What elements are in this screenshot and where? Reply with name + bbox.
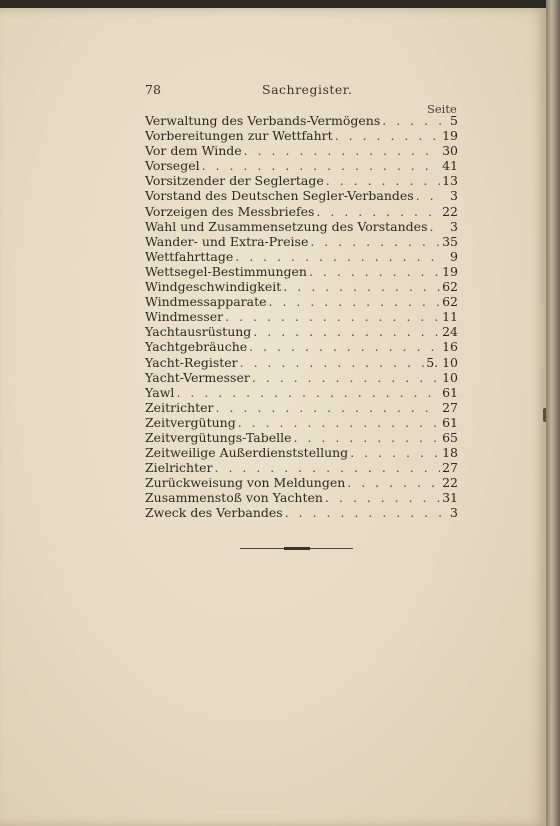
index-entry [145, 158, 458, 173]
index-entry [145, 234, 458, 249]
dot-leader [216, 400, 441, 415]
index-page-ref: 5 [450, 113, 458, 128]
dot-leader [238, 415, 440, 430]
index-page-ref: 10 [442, 369, 458, 385]
index-page-ref: 16 [442, 339, 458, 355]
index-term: Vorstand des Deutschen Segler-Verbandes [145, 188, 414, 204]
index-entry [145, 279, 458, 294]
index-entry [145, 294, 458, 309]
index-entry [145, 460, 458, 475]
index-term: Vorzeigen des Messbriefes [145, 203, 315, 219]
index-entry [145, 475, 458, 490]
dot-leader [252, 370, 440, 385]
index-entry [145, 173, 458, 188]
index-page-ref: 3 [450, 188, 458, 204]
index-term: Vor dem Winde [145, 143, 242, 159]
dot-leader [244, 143, 440, 158]
index-term: Yachtgebräuche [145, 339, 248, 355]
index-page-ref: 19 [442, 263, 458, 279]
dot-leader [335, 128, 440, 143]
index-term: Yacht-Vermesser [145, 369, 250, 385]
index-entry [145, 143, 458, 158]
index-page-ref: 65 [442, 429, 458, 445]
dot-leader [225, 309, 440, 324]
index-page-ref: 61 [442, 414, 458, 430]
dot-leader [283, 279, 440, 294]
index-entry [145, 445, 458, 460]
dot-leader [430, 219, 443, 234]
index-term: Windmessapparate [145, 294, 267, 310]
dot-leader [382, 113, 442, 128]
dot-leader [235, 249, 442, 264]
dot-leader [215, 460, 441, 475]
index-page-ref: 19 [442, 128, 458, 144]
index-entry [145, 355, 458, 370]
dot-leader [253, 324, 440, 339]
index-term: Zeitweilige Außerdienststellung [145, 445, 349, 461]
index-term: Yachtausrüstung [145, 324, 252, 340]
dot-leader [416, 188, 442, 203]
index-page-ref: 18 [442, 445, 458, 461]
dot-leader [310, 234, 440, 249]
index-entry [145, 309, 458, 324]
dot-leader [249, 339, 440, 354]
index-term: Yacht-Register [145, 354, 238, 370]
index-page-ref: 41 [442, 158, 458, 174]
index-entry [145, 505, 458, 520]
index-page-ref: 22 [442, 203, 458, 219]
index-term: Windmesser [145, 309, 224, 325]
index-entry [145, 430, 458, 445]
index-term: Wettfahrttage [145, 248, 234, 264]
index-page-ref: 24 [442, 324, 458, 340]
index-page-ref: 3 [450, 218, 458, 234]
index-page-ref: 11 [442, 309, 458, 325]
index-term: Vorsitzender der Seglertage [145, 173, 324, 189]
index-term: Wahl und Zusammensetzung des Vorstandes [145, 218, 428, 234]
index-term: Wander- und Extra-Preise [145, 233, 309, 249]
index-entry [145, 339, 458, 354]
index-entry [145, 128, 458, 143]
index-page-ref: 9 [450, 248, 458, 264]
index-list [145, 113, 458, 521]
index-page-ref: 22 [442, 475, 458, 491]
book-spine-edge [546, 0, 560, 826]
index-entry [145, 219, 458, 234]
index-entry [145, 415, 458, 430]
index-page-ref: 13 [442, 173, 458, 189]
closing-rule [240, 548, 353, 549]
dot-leader [350, 445, 440, 460]
index-entry [145, 188, 458, 203]
dot-leader [316, 204, 440, 219]
index-entry [145, 490, 458, 505]
index-term: Zielrichter [145, 460, 213, 476]
index-term: Vorsegel [145, 158, 200, 174]
dot-leader [325, 490, 440, 505]
dot-leader [294, 430, 441, 445]
index-term: Yawl [145, 384, 175, 400]
dot-leader [240, 355, 425, 370]
scan-top-border [0, 0, 560, 8]
dot-leader [269, 294, 441, 309]
dot-leader [285, 505, 442, 520]
index-term: Zusammenstoß von Yachten [145, 490, 323, 506]
index-page-ref: 35 [442, 233, 458, 249]
index-page-ref: 61 [442, 384, 458, 400]
index-entry [145, 264, 458, 279]
index-page-ref: 3 [450, 505, 458, 521]
index-term: Zurückweisung von Meldungen [145, 475, 346, 491]
index-term: Zeitvergütungs-Tabelle [145, 429, 292, 445]
index-term: Windgeschwindigkeit [145, 279, 282, 295]
index-entry [145, 324, 458, 339]
index-entry [145, 204, 458, 219]
dot-leader [202, 158, 441, 173]
dot-leader [176, 385, 440, 400]
index-page-ref: 62 [442, 294, 458, 310]
index-term: Zeitvergütung [145, 414, 236, 430]
dot-leader [347, 475, 440, 490]
index-entry [145, 400, 458, 415]
running-head: Sachregister. [262, 82, 353, 97]
index-term: Wettsegel-Bestimmungen [145, 263, 307, 279]
index-term: Zeitrichter [145, 399, 214, 415]
index-entry [145, 385, 458, 400]
index-entry [145, 249, 458, 264]
index-page-ref: 27 [442, 460, 458, 476]
dot-leader [326, 173, 440, 188]
page-column-label: Seite [427, 102, 457, 116]
page-number: 78 [145, 82, 161, 97]
index-term: Zweck des Verbandes [145, 505, 283, 521]
index-page-ref: 30 [442, 143, 458, 159]
index-page-ref: 5. 10 [426, 354, 458, 370]
index-page-ref: 27 [442, 399, 458, 415]
dot-leader [309, 264, 440, 279]
page-header [145, 82, 460, 100]
index-entry [145, 370, 458, 385]
index-term: Vorbereitungen zur Wettfahrt [145, 128, 333, 144]
index-page-ref: 62 [442, 279, 458, 295]
index-page-ref: 31 [442, 490, 458, 506]
index-term: Verwaltung des Verbands-Vermögens [145, 113, 381, 128]
index-entry [145, 113, 458, 128]
